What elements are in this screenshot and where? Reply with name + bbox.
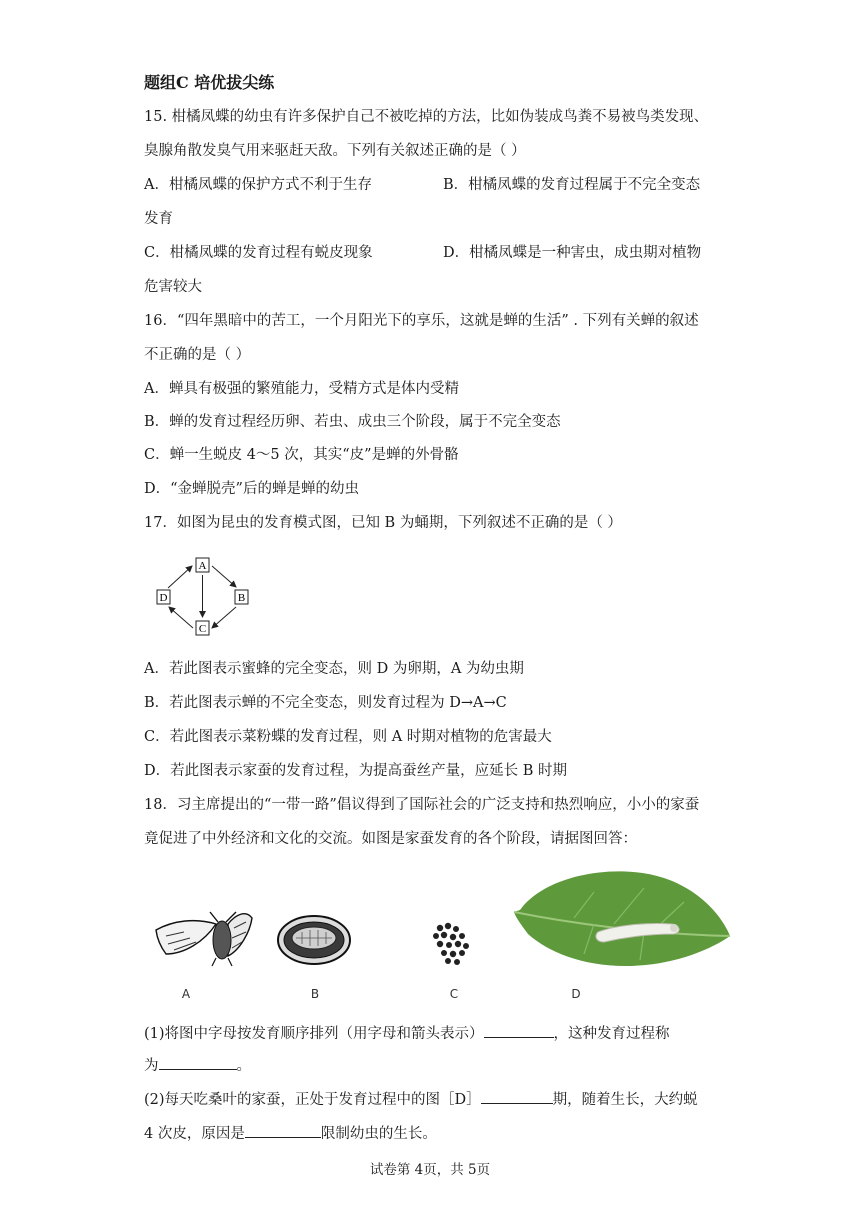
q16-stem-line2: 不正确的是（ ）	[144, 347, 251, 363]
stage-label-a: A	[181, 987, 191, 1001]
insect-development-diagram	[148, 552, 266, 640]
svg-text:A: A	[198, 560, 207, 572]
q16-stem-line1: 16．“四年黑暗中的苦工，一个月阳光下的享乐，这就是蝉的生活” . 下列有关蝉的叙述	[144, 313, 699, 329]
q18-sub2-text3: 4 次皮，原因是	[144, 1126, 245, 1142]
q15-option-a: A．柑橘凤蝶的保护方式不利于生存	[144, 177, 372, 193]
arrow-d-to-a	[168, 566, 192, 588]
svg-text:C: C	[198, 623, 207, 635]
silkmoth-illustration	[156, 912, 252, 966]
node-b	[235, 590, 248, 604]
q17-option-b: B．若此图表示蝉的不完全变态，则发育过程为 D→A→C	[144, 695, 507, 711]
q18-sub2-text4: 限制幼虫的生长。	[320, 1126, 437, 1142]
q17-option-c: C．若此图表示菜粉蝶的发育过程，则 A 时期对植物的危害最大	[144, 729, 552, 745]
q18-stem-line1: 18．习主席提出的“一带一路”倡议得到了国际社会的广泛支持和热烈响应，小小的家蚕	[144, 797, 700, 813]
q15-stem-line1: 15. 柑橘凤蝶的幼虫有许多保护自己不被吃掉的方法，比如伪装成鸟粪不易被鸟类发现、	[144, 109, 709, 125]
cocoon-pupa-illustration	[278, 916, 350, 964]
q16-option-b: B．蝉的发育过程经历卵、若虫、成虫三个阶段，属于不完全变态	[144, 414, 561, 430]
answer-blank-stage[interactable]	[481, 1089, 553, 1104]
q16-option-c: C．蝉一生蜕皮 4～5 次，其实“皮”是蝉的外骨骼	[144, 447, 459, 463]
node-a	[196, 558, 209, 572]
q16-option-a: A．蝉具有极强的繁殖能力，受精方式是体内受精	[144, 381, 459, 397]
svg-text:D: D	[159, 592, 168, 604]
stage-label-d: D	[571, 987, 581, 1001]
silkworm-eggs-illustration	[433, 923, 469, 965]
q15-option-b: B．柑橘凤蝶的发育过程属于不完全变态	[443, 177, 701, 193]
q17-stem: 17．如图为昆虫的发育模式图，已知 B 为蛹期，下列叙述不正确的是（ ）	[144, 515, 622, 531]
q16-option-d: D．“金蝉脱壳”后的蝉是蝉的幼虫	[144, 481, 359, 497]
q18-sub1-line2	[144, 1055, 251, 1076]
q17-option-a: A．若此图表示蜜蜂的完全变态，则 D 为卵期，A 为幼虫期	[144, 661, 524, 677]
q15-option-d: D．柑橘凤蝶是一种害虫，成虫期对植物	[443, 245, 702, 261]
q15-option-d-cont: 危害较大	[144, 279, 202, 295]
q18-sub1-text1: (1)将图中字母按发育顺序排列（用字母和箭头表示）	[144, 1026, 484, 1042]
q15-option-c: C．柑橘凤蝶的发育过程有蜕皮现象	[144, 245, 373, 261]
q18-sub2-line1	[144, 1089, 698, 1110]
q18-sub1-text3: 为	[144, 1058, 159, 1074]
q15-option-b-cont: 发育	[144, 211, 173, 227]
answer-blank-process[interactable]	[159, 1055, 237, 1070]
silkworm-stages-figure	[144, 862, 744, 1007]
svg-text:B: B	[237, 592, 246, 604]
q18-sub2-text2: 期，随着生长，大约蜕	[552, 1092, 698, 1108]
stage-label-c: C	[449, 987, 459, 1001]
stage-label-b: B	[310, 987, 320, 1001]
q18-sub1-line1	[144, 1023, 670, 1044]
q15-stem-line2: 臭腺角散发臭气用来驱赶天敌。下列有关叙述正确的是（ ）	[144, 143, 526, 159]
node-d	[157, 590, 170, 604]
mulberry-leaf-larva-illustration	[514, 871, 730, 966]
arrow-a-to-b	[212, 566, 236, 587]
q18-sub2-line2	[144, 1123, 437, 1144]
arrow-c-to-d	[169, 607, 193, 628]
node-c	[196, 621, 209, 635]
q18-stem-line2: 竟促进了中外经济和文化的交流。如图是家蚕发育的各个阶段，请据图回答：	[144, 831, 637, 847]
arrow-b-to-c	[212, 607, 236, 628]
section-title: 题组C 培优拔尖练	[144, 73, 275, 92]
q18-sub2-text1: (2)每天吃桑叶的家蚕，正处于发育过程中的图［D］	[144, 1092, 481, 1108]
q18-sub1-text2: ，这种发育过程称	[553, 1026, 670, 1042]
q18-sub1-text4: 。	[236, 1058, 251, 1074]
page-footer: 试卷第 4页，共 5页	[369, 1162, 491, 1178]
answer-blank-reason[interactable]	[245, 1123, 321, 1138]
answer-blank-order[interactable]	[484, 1023, 554, 1038]
q17-option-d: D．若此图表示家蚕的发育过程，为提高蚕丝产量，应延长 B 时期	[144, 763, 567, 779]
